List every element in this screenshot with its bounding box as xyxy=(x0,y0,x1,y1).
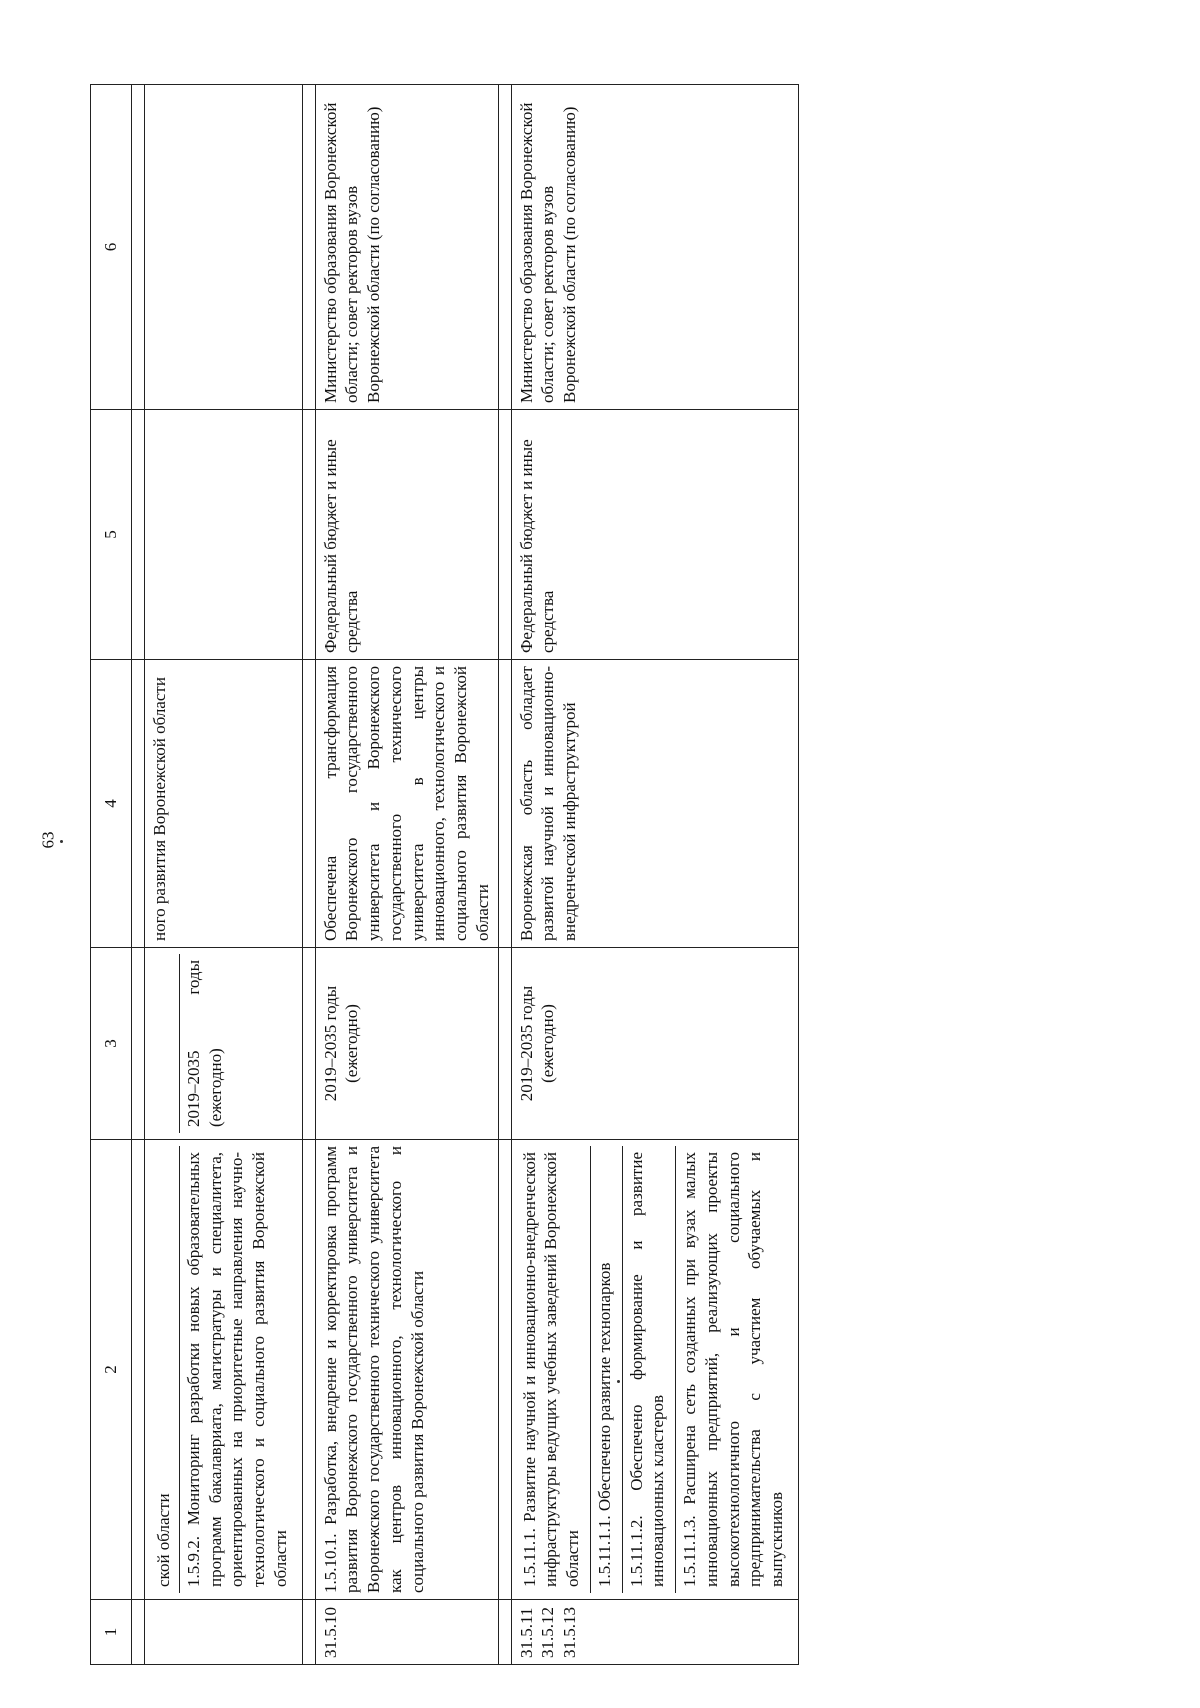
row3-col2-sub-1: 1.5.11.1.1. Обеспечено развитие технопарков xyxy=(590,1146,622,1593)
row1-col2 xyxy=(145,1140,303,1600)
table-row xyxy=(145,85,303,1665)
header-col-4: 4 xyxy=(91,660,132,948)
rotated-page-content xyxy=(90,85,1100,1665)
row-gap xyxy=(498,85,511,1665)
row2-col4: Обеспечена трансформация Воронежского государственного университета и Воронежского государственного технического университета в центры инновационного, технологического и социального развития Воронежской области xyxy=(315,660,498,948)
row1-col1 xyxy=(145,1600,303,1665)
row3-col1 xyxy=(511,1600,798,1665)
page-number: 63 xyxy=(38,831,58,849)
row3-col2-sub-2: 1.5.11.1.2. Обеспечено формирование и развитие инновационных кластеров xyxy=(622,1146,676,1593)
row-gap xyxy=(302,85,315,1665)
scan-speck xyxy=(617,1380,620,1383)
row2-col5: Федеральный бюджет и иные средства xyxy=(315,410,498,660)
table-row xyxy=(315,85,498,1665)
table-row xyxy=(511,85,798,1665)
row3-col5: Федеральный бюджет и иные средства xyxy=(511,410,798,660)
row2-col1: 31.5.10 xyxy=(315,1600,498,1665)
row3-col6: Министерство образования Воронежской области; совет ректоров вузов Воронежской области (по согласованию) xyxy=(511,85,798,410)
row2-col6: Министерство образования Воронежской области; совет ректоров вузов Воронежской области (по согласованию) xyxy=(315,85,498,410)
scan-speck xyxy=(60,840,63,843)
row1-col5 xyxy=(145,410,303,660)
row3-col4: Воронежская область обладает развитой научной и инновационно-внедренческой инфраструктурой xyxy=(511,660,798,948)
header-col-3: 3 xyxy=(91,948,132,1140)
header-gap xyxy=(132,85,145,1665)
row3-col2-sub-3: 1.5.11.1.3. Расширена сеть созданных при вузах малых инновационных предприятий, реализующих проекты высокотехнологичного и социального предпринимательства с участием обучаемых и выпускников xyxy=(675,1146,794,1593)
header-col-1: 1 xyxy=(91,1600,132,1665)
row1-col6 xyxy=(145,85,303,410)
header-col-6: 6 xyxy=(91,85,132,410)
row2-col3: 2019–2035 годы (ежегодно) xyxy=(315,948,498,1140)
row3-col2 xyxy=(511,1140,798,1600)
row1-col3-period: 2019–2035 годы (ежегодно) xyxy=(179,954,233,1133)
row3-code-2: 31.5.12 xyxy=(538,1607,558,1658)
row2-col2: 1.5.10.1. Разработка, внедрение и корректировка программ развития Воронежского государственного университета и Воронежского государственного технического университета как центров инновационного, технологического и социального развития Воронежской области xyxy=(315,1140,498,1600)
header-col-5: 5 xyxy=(91,410,132,660)
header-col-2: 2 xyxy=(91,1140,132,1600)
row3-code-3: 31.5.13 xyxy=(560,1607,579,1658)
row1-col3 xyxy=(145,948,303,1140)
header-row xyxy=(91,85,132,1665)
row3-code-1: 31.5.11 xyxy=(516,1607,536,1658)
row1-col2-top: ской области xyxy=(154,1493,173,1587)
row1-col2-sub: 1.5.9.2. Мониторинг разработки новых образовательных программ бакалавриата, магистратуры и специалитета, ориентированных на приоритетные направления научно-технологического и социального развития Воронежской области xyxy=(179,1146,298,1593)
row1-col4: ного развития Воронежской области xyxy=(145,660,303,948)
measures-table xyxy=(90,84,799,1665)
row3-col2-main: 1.5.11.1. Развитие научной и инновационно-внедренческой инфраструктуры ведущих учебных заведений Воронежской области xyxy=(519,1152,582,1587)
row3-col3: 2019–2035 годы (ежегодно) xyxy=(511,948,798,1140)
